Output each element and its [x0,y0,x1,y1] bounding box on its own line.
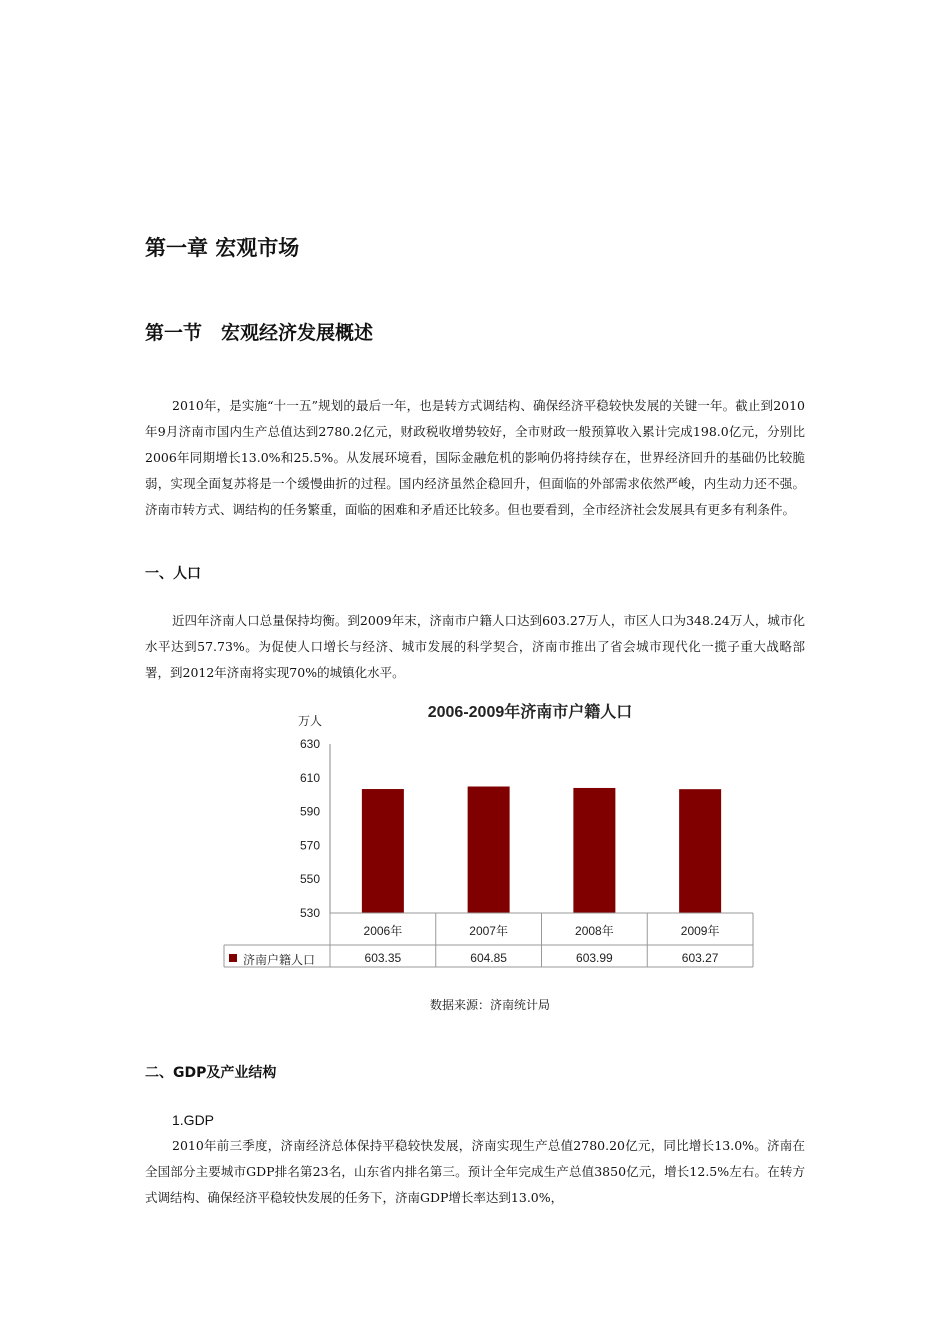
bar [468,787,510,913]
chart-title: 2006-2009年济南市户籍人口 [427,704,633,721]
source-note: 数据来源：济南统计局 [429,998,550,1012]
bar [362,789,404,913]
x-tick-label: 2006年 [363,924,403,938]
data-table-value: 604.85 [470,951,507,965]
y-axis-label: 万人 [298,714,323,728]
y-tick-label: 550 [299,872,320,887]
population-heading: 一、人口 [145,566,201,582]
x-tick-label: 2008年 [575,924,614,938]
population-paragraph: 近四年济南人口总量保持均衡。到2009年末，济南市户籍人口达到603.27万人，市区人口为348.24万人，城市化水平达到57.73%。为促使人口增长与经济、城市发展的科学契合，济南市推出了省会城市现代化一揽子重大战略部署，到2012年济南将实现70%的城镇化水平。 [145,613,805,680]
bar [679,789,721,913]
section-title: 第一节 宏观经济发展概述 [145,322,374,344]
y-tick-label: 570 [299,838,320,853]
gdp-paragraph: 2010年前三季度，济南经济总体保持平稳较快发展，济南实现生产总值2780.20亿元，同比增长13.0%。济南在全国部分主要城市GDP排名第23名，山东省内排名第三。预计全年完成生产总值3850亿元，增长12.5%左右。在转方式调结构、确保经济平稳较快发展的任务下，济南GDP增长率达到13.0%， [145,1138,805,1205]
x-tick-label: 2009年 [680,924,720,938]
gdp-subheading: 1.GDP [172,1112,215,1128]
legend-swatch [229,954,237,962]
legend-label: 济南户籍人口 [243,953,316,967]
gdp-heading: 二、GDP及产业结构 [145,1065,277,1081]
x-tick-label: 2007年 [469,924,508,938]
bar [573,788,615,913]
y-tick-label: 630 [299,737,320,751]
intro-paragraph: 2010年，是实施“十一五”规划的最后一年，也是转方式调结构、确保经济平稳较快发展的关键一年。截止到2010年9月济南市国内生产总值达到2780.2亿元，财政税收增势较好，全市财政一般预算收入累计完成198.0亿元，分别比2006年同期增长13.0%和25.5%。从发展环境看，国际金融危机的影响仍将持续存在，世界经济回升的基础仍比较脆弱，实现全面复苏将是一个缓慢曲折的过程。国内经济虽然企稳回升，但面临的外部需求依然严峻，内生动力还不强。济南市转方式、调结构的任务繁重，面临的困难和矛盾还比较多。但也要看到，全市经济社会发展具有更多有利条件。 [145,398,805,517]
y-tick-label: 590 [299,804,320,819]
y-tick-label: 610 [299,770,320,785]
data-table-value: 603.27 [681,951,719,965]
data-table-value: 603.35 [364,951,402,965]
chapter-title: 第一章 宏观市场 [145,236,300,260]
data-table-value: 603.99 [576,951,613,965]
y-tick-label: 530 [299,906,320,920]
